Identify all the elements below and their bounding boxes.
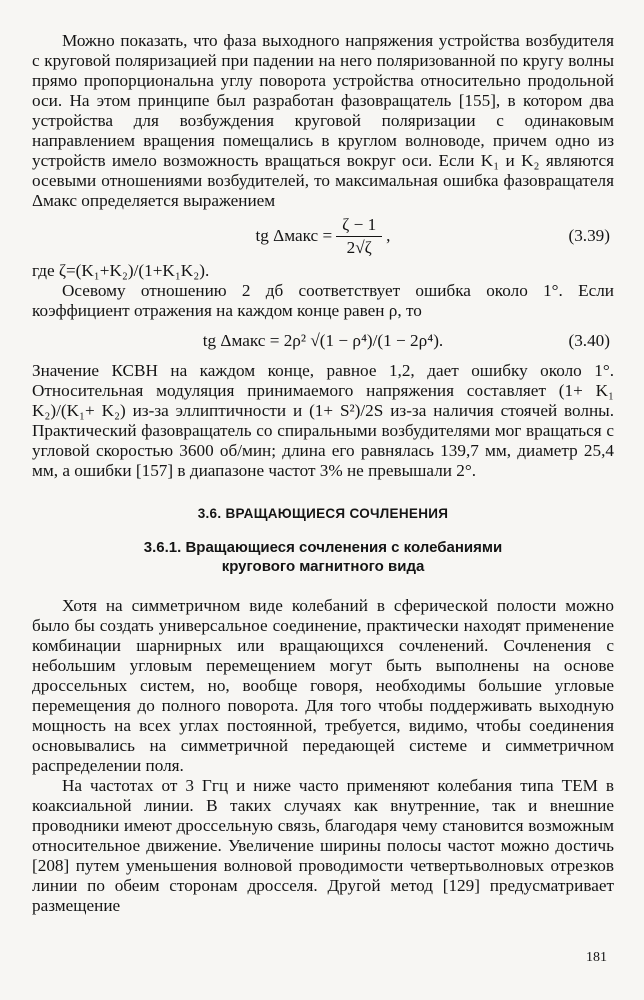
- page-body: [32, 31, 614, 916]
- page-number: 181: [586, 950, 607, 965]
- formula-3-39-lhs: tg Δмакс =: [255, 226, 333, 245]
- subsection-heading-line2: кругового магнитного вида: [221, 558, 425, 575]
- paragraph-zeta-definition: где ζ=(K₁+K₂)/(1+K₁K₂).: [32, 261, 210, 280]
- formula-3-40: [32, 321, 614, 361]
- section-heading: 3.6. ВРАЩАЮЩИЕСЯ СОЧЛЕНЕНИЯ: [197, 506, 449, 521]
- paragraph-symmetric-mode: Хотя на симметричном виде колебаний в сферической полости можно было бы создать универсальное соединение, практически находят применение комбинации шарнирных или вращающихся сочленений. Сочленения с небольшим угловым перемещением могут быть выполнены на основе дроссельных систем, но, вообще говоря, необходимы большие угловые перемещения до полного поворота. Для того чтобы поддерживать выходную мощность на всех углах постоянной, требуется, видимо, чтобы соединения основывались на симметричной передающей системе и симметричном распределении поля.: [32, 596, 614, 775]
- formula-3-39-denominator: 2√ζ: [346, 237, 372, 257]
- formula-3-39-fraction: [336, 215, 382, 258]
- subsection-heading: [32, 538, 614, 576]
- paragraph-tem-coaxial: На частотах от 3 Ггц и ниже часто применяют колебания типа ТЕМ в коаксиальной линии. В таких случаях как внутренние, так и внешние проводники имеют дроссельную связь, благодаря чему становится возможным относительное движение. Увеличение ширины полосы частот можно достичь [208] путем уменьшения волновой проводимости четвертьволновых отрезков линии по обеим сторонам дросселя. Другой метод [129] предусматривает размещение: [32, 776, 614, 915]
- paragraph-vswr: Значение КСВН на каждом конце, равное 1,2, дает ошибку около 1°. Относительная модуляция принимаемого напряжения составляет (1+ K₁ K₂)/(K₁+ K₂) из-за эллиптичности и (1+ S²)/2S из-за наличия стоячей волны. Практический фазовращатель со спиральными возбудителями мог вращаться с угловой скоростью 3600 об/мин; длина его равнялась 139,7 мм, диаметр 25,4 мм, а ошибки [157] в диапазоне частот 3% не превышали 2°.: [32, 361, 614, 480]
- equation-number-3-40: (3.40): [568, 331, 610, 350]
- formula-3-40-expression: tg Δмакс = 2ρ² √(1 − ρ⁴)/(1 − 2ρ⁴).: [202, 331, 444, 350]
- paragraph-axial-ratio: Осевому отношению 2 дб соответствует ошибка около 1°. Если коэффициент отражения на каждом конце равен ρ, то: [32, 281, 614, 320]
- equation-number-3-39: (3.39): [568, 226, 610, 245]
- formula-3-39-numerator: ζ − 1: [336, 215, 382, 237]
- subsection-heading-line1: 3.6.1. Вращающиеся сочленения с колебаниями: [143, 539, 503, 556]
- paragraph-phase-shifter: Можно показать, что фаза выходного напряжения устройства возбудителя с круговой поляризацией при падении на него поляризованной по кругу волны прямо пропорциональна углу поворота устройства относительно продольной оси. На этом принципе был разработан фазовращатель [155], в котором два устройства для возбуждения круговой поляризации с одинаковым направлением вращения помещались в круглом волноводе, причем одно из устройств имело возможность вращаться вокруг оси. Если K₁ и K₂ являются осевыми отношениями возбудителей, то максимальная ошибка фазовращателя Δмакс определяется выражением: [32, 31, 614, 210]
- formula-3-39: [32, 211, 614, 261]
- formula-3-39-tail: ,: [386, 226, 391, 245]
